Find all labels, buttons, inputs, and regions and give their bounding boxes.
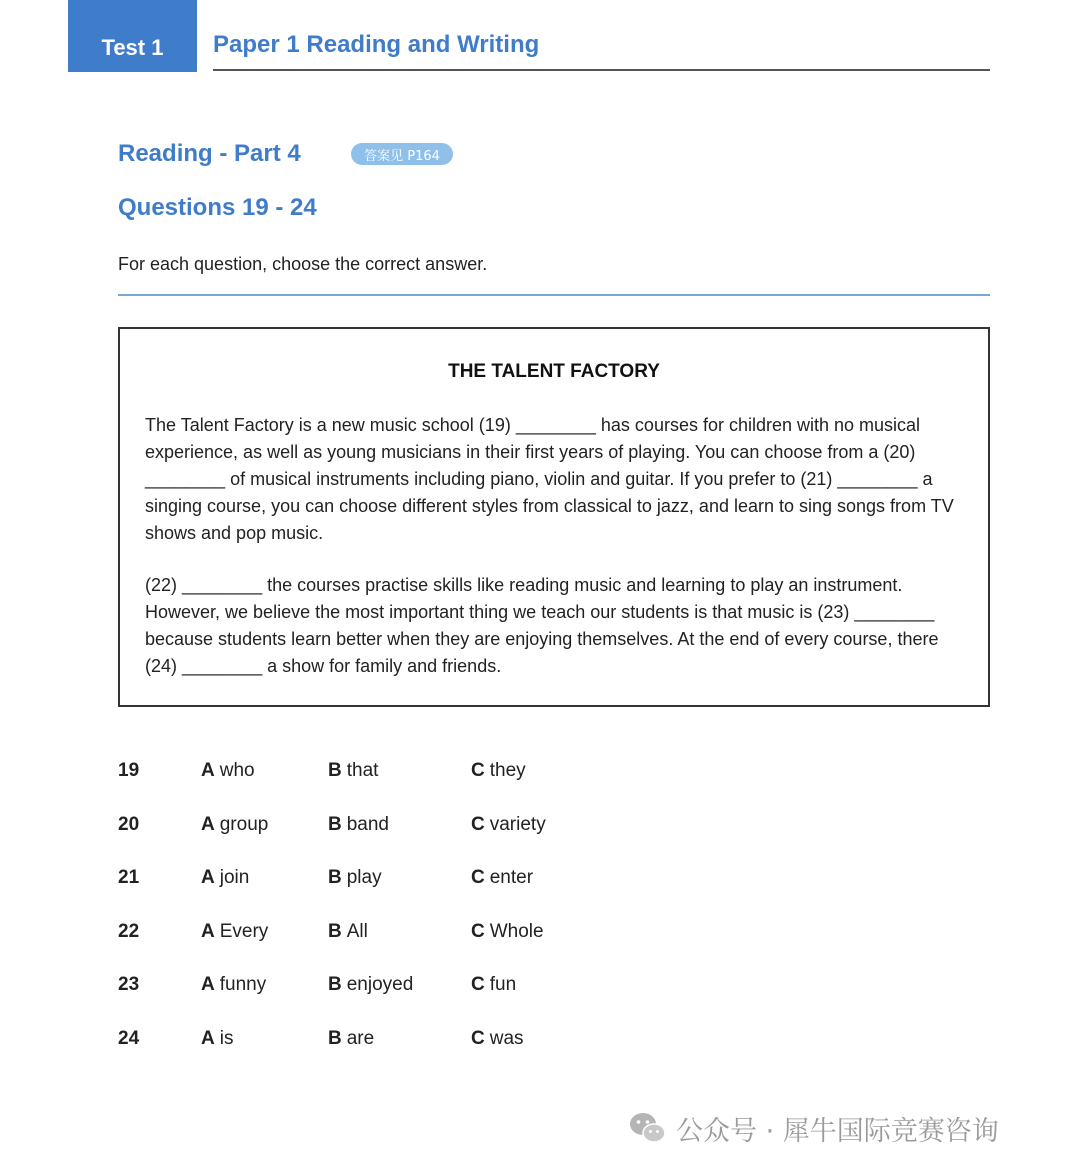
option-a[interactable]: A group bbox=[201, 814, 269, 835]
option-b[interactable]: B All bbox=[328, 921, 368, 942]
header-divider bbox=[213, 69, 990, 71]
option-b[interactable]: B are bbox=[328, 1028, 375, 1049]
question-row bbox=[118, 760, 718, 788]
test-label: Test 1 bbox=[101, 35, 164, 60]
section-title: Reading - Part 4 bbox=[118, 140, 301, 167]
paper-title: Paper 1 Reading and Writing bbox=[213, 31, 540, 58]
question-number: 19 bbox=[118, 760, 140, 781]
question-number: 21 bbox=[118, 867, 140, 888]
option-a[interactable]: A join bbox=[201, 867, 250, 888]
option-b[interactable]: B band bbox=[328, 814, 390, 835]
passage-paragraph: The Talent Factory is a new music school (19) ________ has courses for children with no musical experience, as well as young musicians in their first years of playing. You can choose from a (20) ________ of musical instruments including piano, violin and guitar. If you prefer to (21) ________ a singing course, you can choose different styles from classical to jazz, and learn to sing songs from TV shows and pop music. bbox=[145, 415, 954, 543]
option-c[interactable]: C fun bbox=[471, 974, 517, 995]
questions-title: Questions 19 - 24 bbox=[118, 194, 317, 221]
passage-box bbox=[118, 327, 990, 707]
question-number: 23 bbox=[118, 974, 140, 995]
question-number: 22 bbox=[118, 921, 140, 942]
option-a[interactable]: A Every bbox=[201, 921, 269, 942]
question-row bbox=[118, 921, 718, 949]
option-c[interactable]: C enter bbox=[471, 867, 534, 888]
option-a[interactable]: A is bbox=[201, 1028, 234, 1049]
instructions: For each question, choose the correct answer. bbox=[118, 254, 488, 274]
question-number: 20 bbox=[118, 814, 140, 835]
question-row bbox=[118, 974, 718, 1002]
watermark-text: 公众号 · 犀牛国际竞赛咨询 bbox=[676, 1115, 999, 1147]
question-number: 24 bbox=[118, 1028, 140, 1049]
passage-title: THE TALENT FACTORY bbox=[448, 361, 660, 382]
passage-paragraph: (22) ________ the courses practise skills like reading music and learning to play an instrument. However, we believe the most important thing we teach our students is that music is (23) ________ because students learn better when they are enjoying themselves. At the end of every course, there (24) ________ a show for family and friends. bbox=[145, 575, 939, 676]
option-a[interactable]: A who bbox=[201, 760, 255, 781]
watermark bbox=[628, 1108, 999, 1148]
question-row bbox=[118, 867, 718, 895]
option-b[interactable]: B enjoyed bbox=[328, 974, 414, 995]
option-b[interactable]: B play bbox=[328, 867, 382, 888]
wechat-icon bbox=[628, 1110, 668, 1146]
option-c[interactable]: C Whole bbox=[471, 921, 544, 942]
option-c[interactable]: C was bbox=[471, 1028, 524, 1049]
question-row bbox=[118, 1028, 718, 1056]
option-c[interactable]: C variety bbox=[471, 814, 546, 835]
option-b[interactable]: B that bbox=[328, 760, 379, 781]
answer-reference-badge: 答案见 P164 bbox=[351, 143, 453, 165]
option-c[interactable]: C they bbox=[471, 760, 526, 781]
test-label-tab bbox=[68, 0, 197, 72]
question-row bbox=[118, 814, 718, 842]
option-a[interactable]: A funny bbox=[201, 974, 267, 995]
section-divider bbox=[118, 294, 990, 296]
